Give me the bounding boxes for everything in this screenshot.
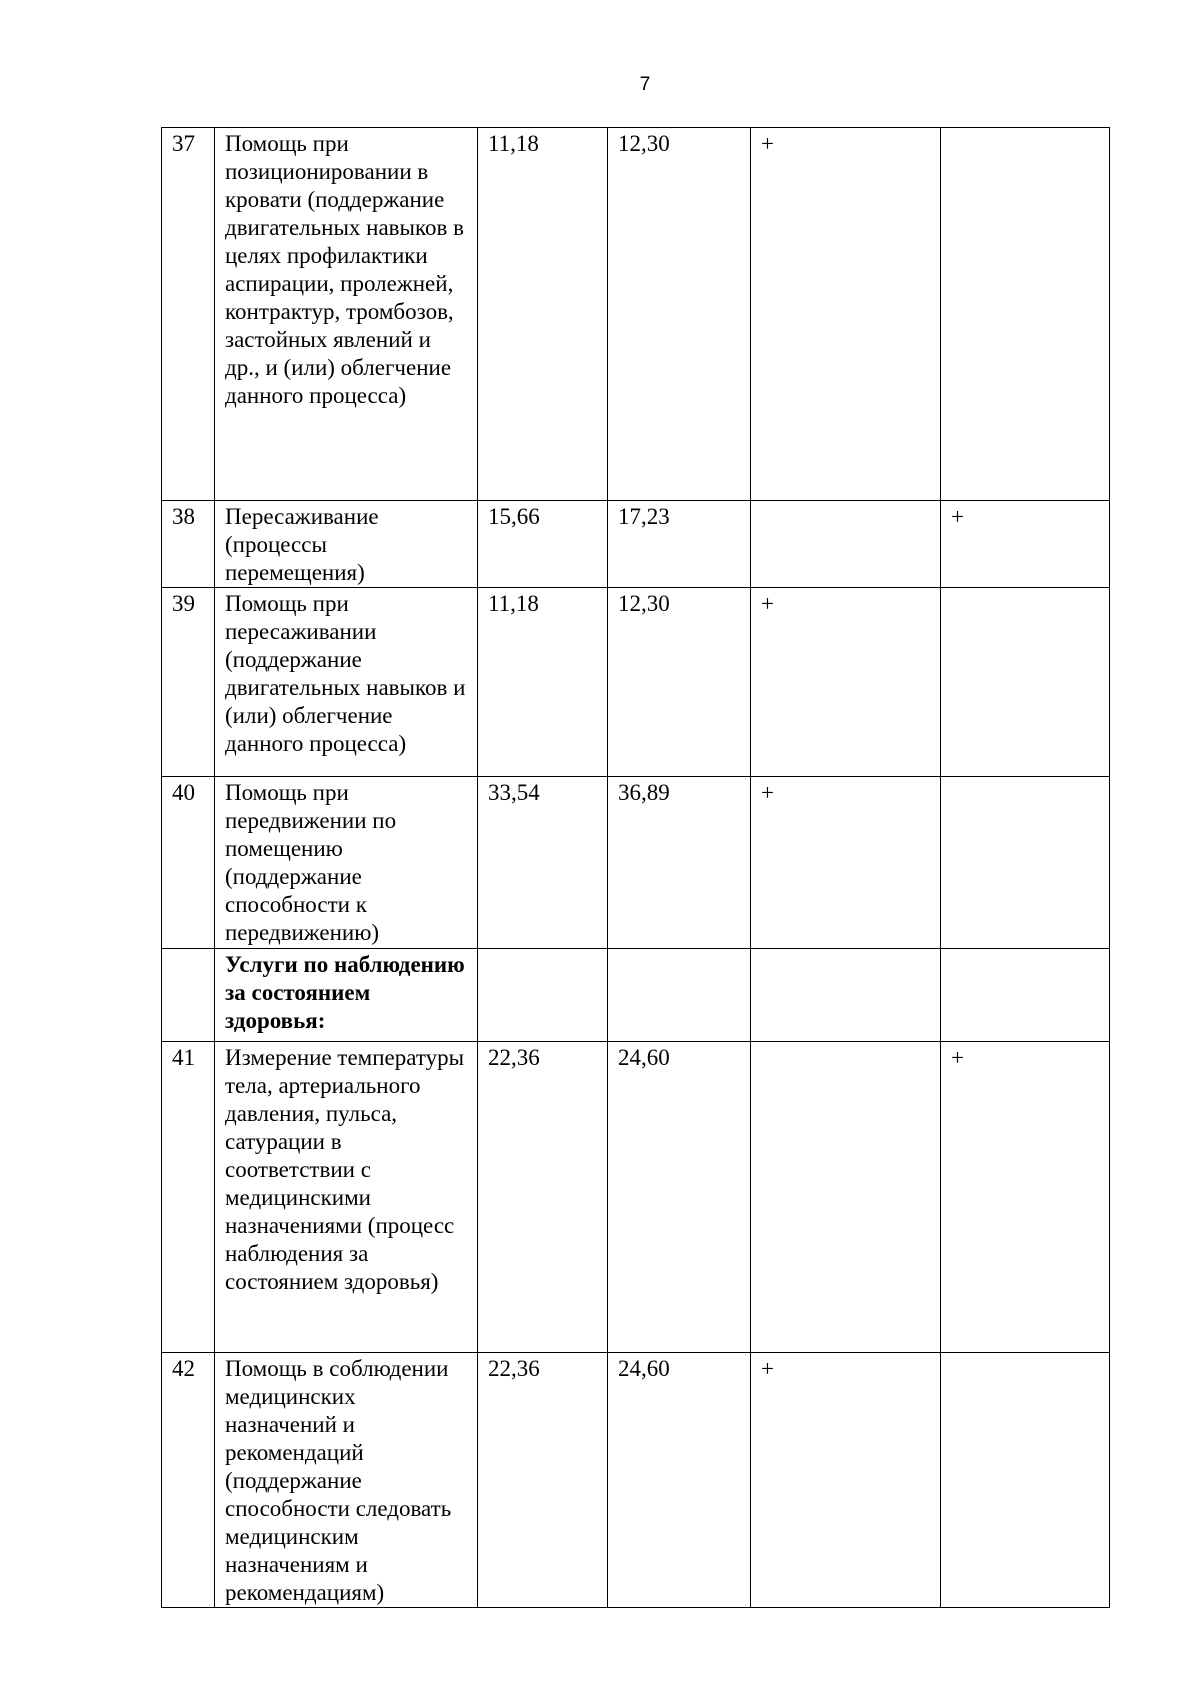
table-row xyxy=(162,1042,1110,1353)
mark-cell: + xyxy=(751,777,941,949)
price-cell: 12,30 xyxy=(608,128,751,501)
row-number xyxy=(162,949,215,1042)
mark-cell xyxy=(941,777,1110,949)
price-cell: 11,18 xyxy=(478,128,608,501)
row-number: 41 xyxy=(162,1042,215,1353)
mark-cell: + xyxy=(751,588,941,777)
table-row xyxy=(162,128,1110,501)
page-number: 7 xyxy=(639,74,651,95)
price-cell: 15,66 xyxy=(478,501,608,588)
price-cell xyxy=(608,949,751,1042)
mark-cell: + xyxy=(941,1042,1110,1353)
price-cell: 11,18 xyxy=(478,588,608,777)
mark-cell xyxy=(751,1042,941,1353)
price-cell: 17,23 xyxy=(608,501,751,588)
price-cell: 22,36 xyxy=(478,1042,608,1353)
mark-cell: + xyxy=(751,128,941,501)
table-row xyxy=(162,777,1110,949)
row-number: 39 xyxy=(162,588,215,777)
price-cell: 24,60 xyxy=(608,1042,751,1353)
mark-cell: + xyxy=(941,501,1110,588)
price-cell: 33,54 xyxy=(478,777,608,949)
row-number: 38 xyxy=(162,501,215,588)
mark-cell xyxy=(751,501,941,588)
table-row xyxy=(162,588,1110,777)
mark-cell xyxy=(941,588,1110,777)
services-table xyxy=(161,127,1110,1608)
price-cell: 12,30 xyxy=(608,588,751,777)
table-row xyxy=(162,1353,1110,1608)
price-cell: 24,60 xyxy=(608,1353,751,1608)
table-row xyxy=(162,501,1110,588)
price-cell: 22,36 xyxy=(478,1353,608,1608)
service-name: Пересаживание (процессы перемещения) xyxy=(215,501,478,588)
service-name: Помощь в соблюдении медицинских назначений и рекомендаций (поддержание способности следовать медицинским назначениям и рекомендациям) xyxy=(215,1353,478,1608)
service-name: Помощь при передвижении по помещению (поддержание способности к передвижению) xyxy=(215,777,478,949)
section-header-row xyxy=(162,949,1110,1042)
service-name: Помощь при пересаживании (поддержание двигательных навыков и (или) облегчение данного процесса) xyxy=(215,588,478,777)
row-number: 42 xyxy=(162,1353,215,1608)
service-name: Измерение температуры тела, артериального давления, пульса, сатурации в соответствии с медицинскими назначениями (процесс наблюдения за состоянием здоровья) xyxy=(215,1042,478,1353)
price-cell xyxy=(478,949,608,1042)
row-number: 40 xyxy=(162,777,215,949)
mark-cell xyxy=(941,949,1110,1042)
mark-cell xyxy=(941,1353,1110,1608)
price-cell: 36,89 xyxy=(608,777,751,949)
service-name: Помощь при позиционировании в кровати (поддержание двигательных навыков в целях профилактики аспирации, пролежней, контрактур, тромбозов, застойных явлений и др., и (или) облегчение данного процесса) xyxy=(215,128,478,501)
row-number: 37 xyxy=(162,128,215,501)
section-title: Услуги по наблюдению за состоянием здоровья: xyxy=(215,949,478,1042)
mark-cell xyxy=(751,949,941,1042)
mark-cell xyxy=(941,128,1110,501)
mark-cell: + xyxy=(751,1353,941,1608)
